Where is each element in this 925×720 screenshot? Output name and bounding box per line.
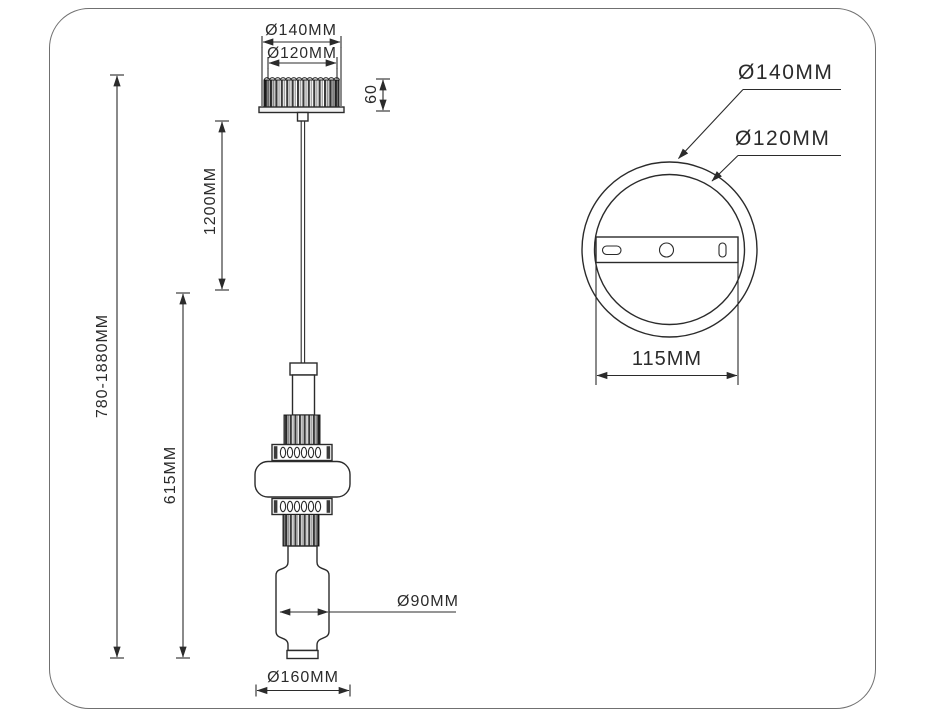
bottom-cap	[287, 651, 318, 659]
dim-label-overall-height: 780-1880MM	[94, 313, 111, 419]
lower-ribbed-column	[283, 515, 319, 547]
dim-label-topview-outer: Ø140MM	[738, 61, 834, 84]
dim-label-canopy-inner: Ø120MM	[267, 45, 337, 62]
dim-label-topview-inner: Ø120MM	[735, 127, 831, 150]
bottom-glass-shade	[276, 546, 329, 651]
mount-slot-right	[719, 243, 726, 257]
lower-beaded-ring	[272, 499, 332, 515]
dim-label-cable-length: 1200MM	[202, 166, 219, 236]
leader-inner-diameter	[712, 156, 841, 182]
upper-beaded-ring	[272, 445, 332, 461]
mount-slot-left	[603, 246, 622, 255]
dim-label-fixture-height: 615MM	[162, 445, 179, 505]
upper-ribbed-column	[284, 415, 320, 445]
canopy-stem	[298, 113, 309, 122]
dim-label-canopy-height: 60	[363, 84, 380, 104]
suspension-cable	[301, 121, 304, 363]
dim-label-base-diameter: Ø160MM	[267, 669, 339, 686]
mount-hole-center	[660, 243, 674, 257]
dim-label-canopy-outer: Ø140MM	[265, 22, 337, 39]
canopy-base-plate	[259, 107, 344, 113]
canopy-crown	[264, 78, 339, 107]
cable-collar	[290, 363, 317, 375]
glass-disc	[255, 462, 350, 498]
dim-label-shade-diameter: Ø90MM	[397, 593, 459, 610]
dim-label-mount-width: 115MM	[631, 348, 703, 370]
upper-tube	[293, 375, 315, 415]
